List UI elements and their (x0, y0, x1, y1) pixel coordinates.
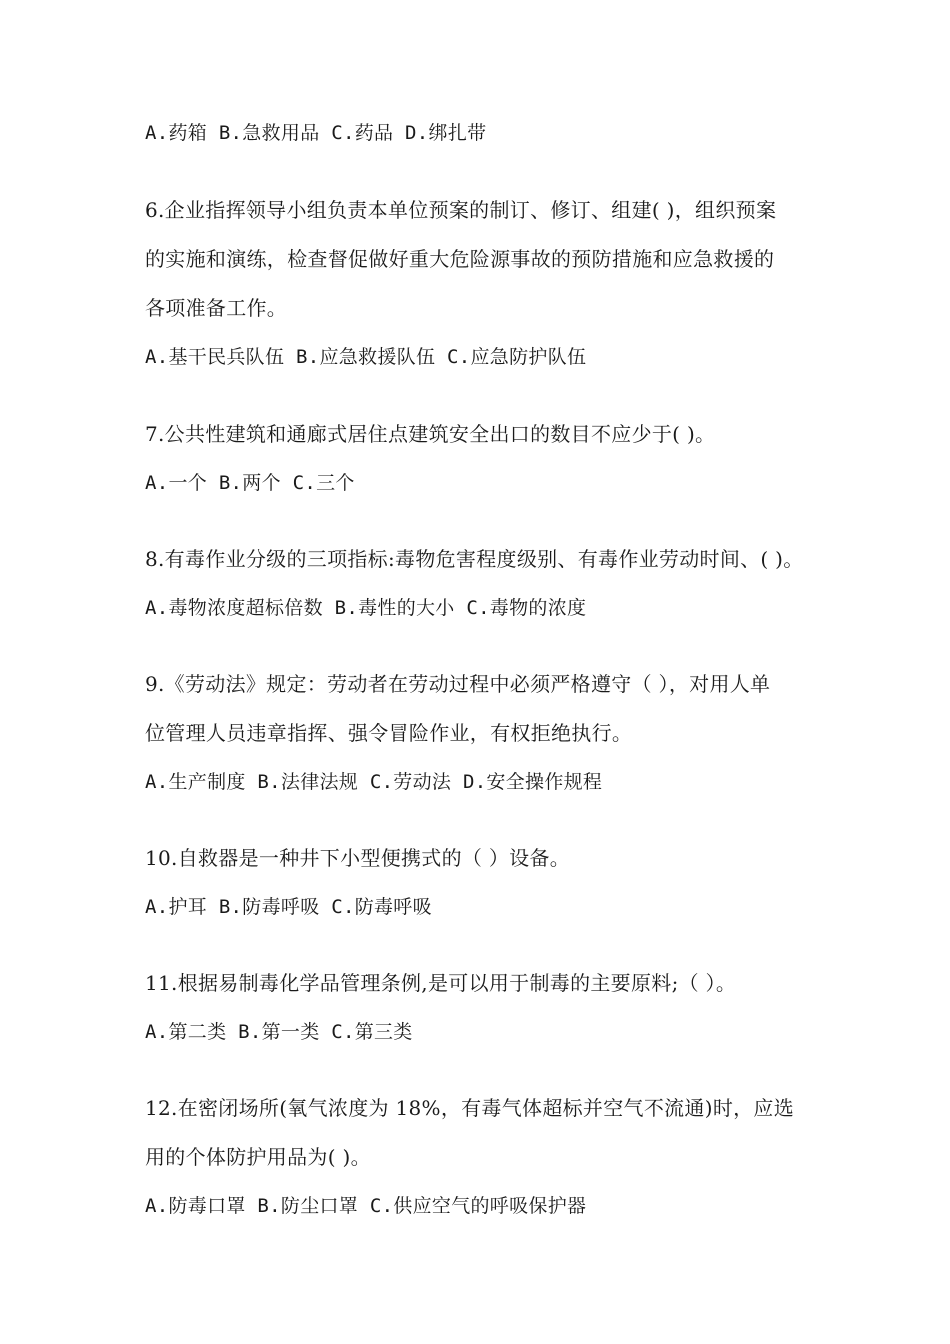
q9-text-line-2: 位管理人员违章指挥、强令冒险作业，有权拒绝执行。 (145, 721, 633, 745)
q11-options: A.第二类 B.第一类 C.第三类 (145, 1021, 413, 1043)
q6-options: A.基干民兵队伍 B.应急救援队伍 C.应急防护队伍 (145, 346, 587, 368)
q12-text-line-2: 用的个体防护用品为( )。 (145, 1145, 371, 1169)
q6-text-line-1: 6.企业指挥领导小组负责本单位预案的制订、修订、组建( )，组织预案 (145, 198, 777, 222)
q8-options: A.毒物浓度超标倍数 B.毒性的大小 C.毒物的浓度 (145, 597, 587, 619)
q6-text-line-3: 各项准备工作。 (145, 296, 288, 320)
q10-text: 10.自救器是一种井下小型便携式的（ ）设备。 (145, 846, 571, 870)
q7-text: 7.公共性建筑和通廊式居住点建筑安全出口的数目不应少于( )。 (145, 422, 716, 446)
q12-options: A.防毒口罩 B.防尘口罩 C.供应空气的呼吸保护器 (145, 1195, 587, 1217)
q8-text: 8.有毒作业分级的三项指标:毒物危害程度级别、有毒作业劳动时间、( )。 (145, 547, 804, 571)
q12-text-line-1: 12.在密闭场所(氧气浓度为 18%，有毒气体超标并空气不流通)时，应选 (145, 1096, 795, 1120)
q10-options: A.护耳 B.防毒呼吸 C.防毒呼吸 (145, 896, 432, 918)
q5-options: A.药箱 B.急救用品 C.药品 D.绑扎带 (145, 122, 487, 144)
q6-text-line-2: 的实施和演练，检查督促做好重大危险源事故的预防措施和应急救援的 (145, 247, 775, 271)
q7-options: A.一个 B.两个 C.三个 (145, 472, 355, 494)
q9-text-line-1: 9.《劳动法》规定：劳动者在劳动过程中必须严格遵守（ ），对用人单 (145, 672, 771, 696)
q9-options: A.生产制度 B.法律法规 C.劳动法 D.安全操作规程 (145, 771, 603, 793)
q11-text: 11.根据易制毒化学品管理条例,是可以用于制毒的主要原料;（ ）。 (145, 971, 737, 995)
